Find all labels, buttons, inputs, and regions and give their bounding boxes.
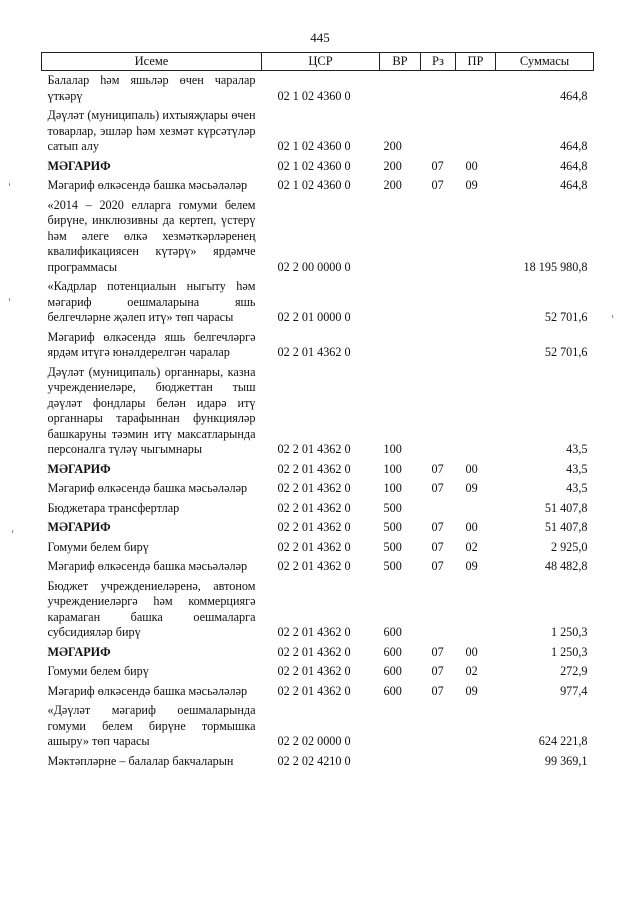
cell-vr: 200 <box>383 178 402 192</box>
cell-pr: 09 <box>465 481 478 495</box>
cell-name: Мәгариф өлкәсендә башка мәсьәләләр <box>47 481 248 495</box>
cell-sum: 99 369,1 <box>544 753 588 768</box>
table-row <box>42 538 594 558</box>
cell-sum: 18 195 980,8 <box>523 259 588 274</box>
cell-name: МӘГАРИФ <box>47 158 111 173</box>
cell-csr: 02 2 01 4362 0 <box>277 345 351 359</box>
table-body <box>42 71 594 772</box>
cell-vr: 500 <box>383 539 402 554</box>
cell-vr: 500 <box>383 520 402 534</box>
cell-csr: 02 2 02 0000 0 <box>277 734 351 748</box>
cell-rz: 07 <box>431 178 444 192</box>
cell-vr: 200 <box>383 139 402 153</box>
cell-rz <box>421 106 456 157</box>
table-row <box>42 157 594 177</box>
cell-name: Гомуми белем бирү <box>47 539 149 554</box>
cell-sum: 977,4 <box>560 683 588 698</box>
cell-rz: 07 <box>431 559 444 573</box>
table-row <box>42 277 594 328</box>
cell-name: Мәгариф өлкәсендә башка мәсьәләләр <box>47 178 248 192</box>
table-row <box>42 196 594 278</box>
table-row <box>42 701 594 752</box>
cell-rz: 07 <box>431 158 444 173</box>
cell-pr <box>456 328 496 363</box>
cell-vr: 600 <box>383 664 402 678</box>
cell-vr: 100 <box>383 481 402 495</box>
cell-rz <box>421 328 456 363</box>
cell-rz <box>421 499 456 519</box>
cell-pr: 00 <box>465 461 478 476</box>
table-row <box>42 518 594 538</box>
cell-rz <box>421 71 456 107</box>
cell-csr: 02 2 00 0000 0 <box>277 259 351 274</box>
cell-rz <box>421 577 456 643</box>
cell-pr <box>456 196 496 278</box>
cell-rz: 07 <box>431 520 444 534</box>
table-row <box>42 682 594 702</box>
cell-sum: 43,5 <box>566 461 588 476</box>
cell-name: МӘГАРИФ <box>47 644 111 659</box>
header-sum: Суммасы <box>496 53 594 71</box>
table-row <box>42 643 594 663</box>
cell-sum: 2 925,0 <box>550 539 588 554</box>
table-row <box>42 499 594 519</box>
cell-vr <box>380 752 421 772</box>
cell-csr: 02 2 01 4362 0 <box>277 442 351 456</box>
scan-mark <box>12 530 13 533</box>
cell-name: Бюджет учреждениеләренә, автоном учреждениеләргә һәм коммерциягә карамаган башка оешмаларга субсидияләр бирү <box>47 578 256 639</box>
table-row <box>42 363 594 460</box>
cell-vr: 600 <box>383 625 402 639</box>
table-row <box>42 577 594 643</box>
cell-csr: 02 2 01 4362 0 <box>277 539 351 554</box>
cell-name: Мәгариф өлкәсендә башка мәсьәләләр <box>47 683 248 698</box>
cell-pr <box>456 577 496 643</box>
cell-vr: 200 <box>383 158 402 173</box>
cell-name: Мәгариф өлкәсендә башка мәсьәләләр <box>47 559 248 573</box>
cell-name: Дәүләт (муниципаль) органнары, казна учреждениеләре, бюджеттан тыш дәүләт фондлары белән идарә итү органнары тарафыннан функцияләр башкаруны тәэмин итү максатларында персоналга түләү чыгымнары <box>47 364 256 456</box>
cell-name: Бюджетара трансфертлар <box>47 500 180 515</box>
cell-csr: 02 2 01 4362 0 <box>277 520 351 534</box>
cell-vr: 100 <box>383 442 402 456</box>
cell-rz <box>421 363 456 460</box>
cell-rz: 07 <box>431 539 444 554</box>
cell-name: Мәктәпләрне – балалар бакчаларын <box>47 753 234 768</box>
cell-sum: 51 407,8 <box>544 500 588 515</box>
cell-name: «2014 – 2020 елларга гомуми белем бирүне, инклюзивны да кертеп, үстерү һәм әлеге өлкә хезмәткәрләренең квалификациясен күтәрү» ярдәмче программасы <box>47 197 256 274</box>
table-row <box>42 71 594 107</box>
table-row <box>42 328 594 363</box>
table-row <box>42 460 594 480</box>
cell-name: МӘГАРИФ <box>47 520 111 534</box>
cell-pr <box>456 277 496 328</box>
cell-csr: 02 2 01 4362 0 <box>277 664 351 678</box>
cell-name: Мәгариф өлкәсендә яшь белгечләргә ярдәм итүгә юнәлдерелгән чаралар <box>47 329 256 359</box>
scan-mark <box>9 298 10 301</box>
cell-rz <box>421 701 456 752</box>
cell-csr: 02 2 01 4362 0 <box>277 683 351 698</box>
cell-pr <box>456 499 496 519</box>
cell-csr: 02 2 02 4210 0 <box>277 753 351 768</box>
header-name: Исеме <box>42 53 262 71</box>
cell-sum: 1 250,3 <box>550 625 588 639</box>
header-rz: Рз <box>421 53 456 71</box>
cell-sum: 51 407,8 <box>544 520 588 534</box>
cell-vr: 100 <box>383 461 402 476</box>
cell-pr: 00 <box>465 644 478 659</box>
cell-vr <box>380 71 421 107</box>
cell-sum: 1 250,3 <box>550 644 588 659</box>
cell-pr: 09 <box>465 178 478 192</box>
cell-pr: 00 <box>465 158 478 173</box>
table-row <box>42 106 594 157</box>
table-row <box>42 557 594 577</box>
cell-name: «Дәүләт мәгариф оешмаларында гомуми белем бирүне тормышка ашыру» төп чарасы <box>47 703 256 748</box>
cell-name: «Кадрлар потенциалын ныгыту һәм мәгариф оешмаларына яшь белгечләрне җәлеп итү» төп чарасы <box>47 279 256 324</box>
cell-csr: 02 1 02 4360 0 <box>277 139 351 153</box>
cell-pr: 02 <box>465 539 478 554</box>
table-row <box>42 662 594 682</box>
header-pr: ПР <box>456 53 496 71</box>
table-row <box>42 176 594 196</box>
header-csr: ЦСР <box>262 53 380 71</box>
cell-pr <box>456 752 496 772</box>
cell-pr <box>456 71 496 107</box>
cell-vr: 500 <box>383 500 402 515</box>
cell-pr: 09 <box>465 683 478 698</box>
cell-sum: 52 701,6 <box>544 345 588 359</box>
cell-csr: 02 1 02 4360 0 <box>277 88 351 103</box>
cell-vr: 500 <box>383 559 402 573</box>
cell-pr: 09 <box>465 559 478 573</box>
cell-sum: 48 482,8 <box>544 559 588 573</box>
budget-table <box>41 52 594 771</box>
cell-sum: 43,5 <box>566 442 588 456</box>
cell-csr: 02 2 01 4362 0 <box>277 461 351 476</box>
cell-csr: 02 2 01 4362 0 <box>277 500 351 515</box>
cell-sum: 624 221,8 <box>538 734 588 748</box>
cell-rz: 07 <box>431 481 444 495</box>
header-row <box>42 53 594 71</box>
cell-vr: 600 <box>383 683 402 698</box>
scan-mark <box>612 315 613 318</box>
cell-name: МӘГАРИФ <box>47 461 111 476</box>
cell-csr: 02 2 01 4362 0 <box>277 625 351 639</box>
cell-rz: 07 <box>431 461 444 476</box>
cell-name: Дәүләт (муниципаль) ихтыяҗлары өчен товарлар, эшләр һәм хезмәт күрсәтүләр сатып алу <box>47 108 256 153</box>
header-vr: ВР <box>380 53 421 71</box>
cell-vr <box>380 277 421 328</box>
scan-mark <box>9 183 10 186</box>
cell-sum: 272,9 <box>560 664 588 678</box>
cell-csr: 02 2 01 4362 0 <box>277 481 351 495</box>
cell-rz <box>421 277 456 328</box>
table-row <box>42 479 594 499</box>
cell-name: Гомуми белем бирү <box>47 664 149 678</box>
cell-pr <box>456 106 496 157</box>
cell-vr <box>380 701 421 752</box>
cell-rz: 07 <box>431 683 444 698</box>
page-number: 445 <box>310 30 330 45</box>
cell-csr: 02 2 01 4362 0 <box>277 644 351 659</box>
cell-sum: 52 701,6 <box>544 310 588 324</box>
cell-pr: 02 <box>465 664 478 678</box>
table-row <box>42 752 594 772</box>
cell-csr: 02 1 02 4360 0 <box>277 178 351 192</box>
cell-rz <box>421 196 456 278</box>
cell-pr <box>456 701 496 752</box>
cell-vr <box>380 328 421 363</box>
cell-sum: 464,8 <box>560 178 588 192</box>
cell-csr: 02 2 01 0000 0 <box>277 310 351 324</box>
cell-vr <box>380 196 421 278</box>
cell-rz: 07 <box>431 644 444 659</box>
table-header <box>42 53 594 71</box>
cell-sum: 464,8 <box>560 139 588 153</box>
cell-pr <box>456 363 496 460</box>
cell-rz <box>421 752 456 772</box>
cell-sum: 464,8 <box>560 158 588 173</box>
cell-sum: 43,5 <box>566 481 588 495</box>
cell-csr: 02 2 01 4362 0 <box>277 559 351 573</box>
cell-vr: 600 <box>383 644 402 659</box>
cell-pr: 00 <box>465 520 478 534</box>
cell-rz: 07 <box>431 664 444 678</box>
cell-csr: 02 1 02 4360 0 <box>277 158 351 173</box>
cell-name: Балалар һәм яшьләр өчен чаралар үткәрү <box>47 73 256 103</box>
cell-sum: 464,8 <box>560 88 588 103</box>
